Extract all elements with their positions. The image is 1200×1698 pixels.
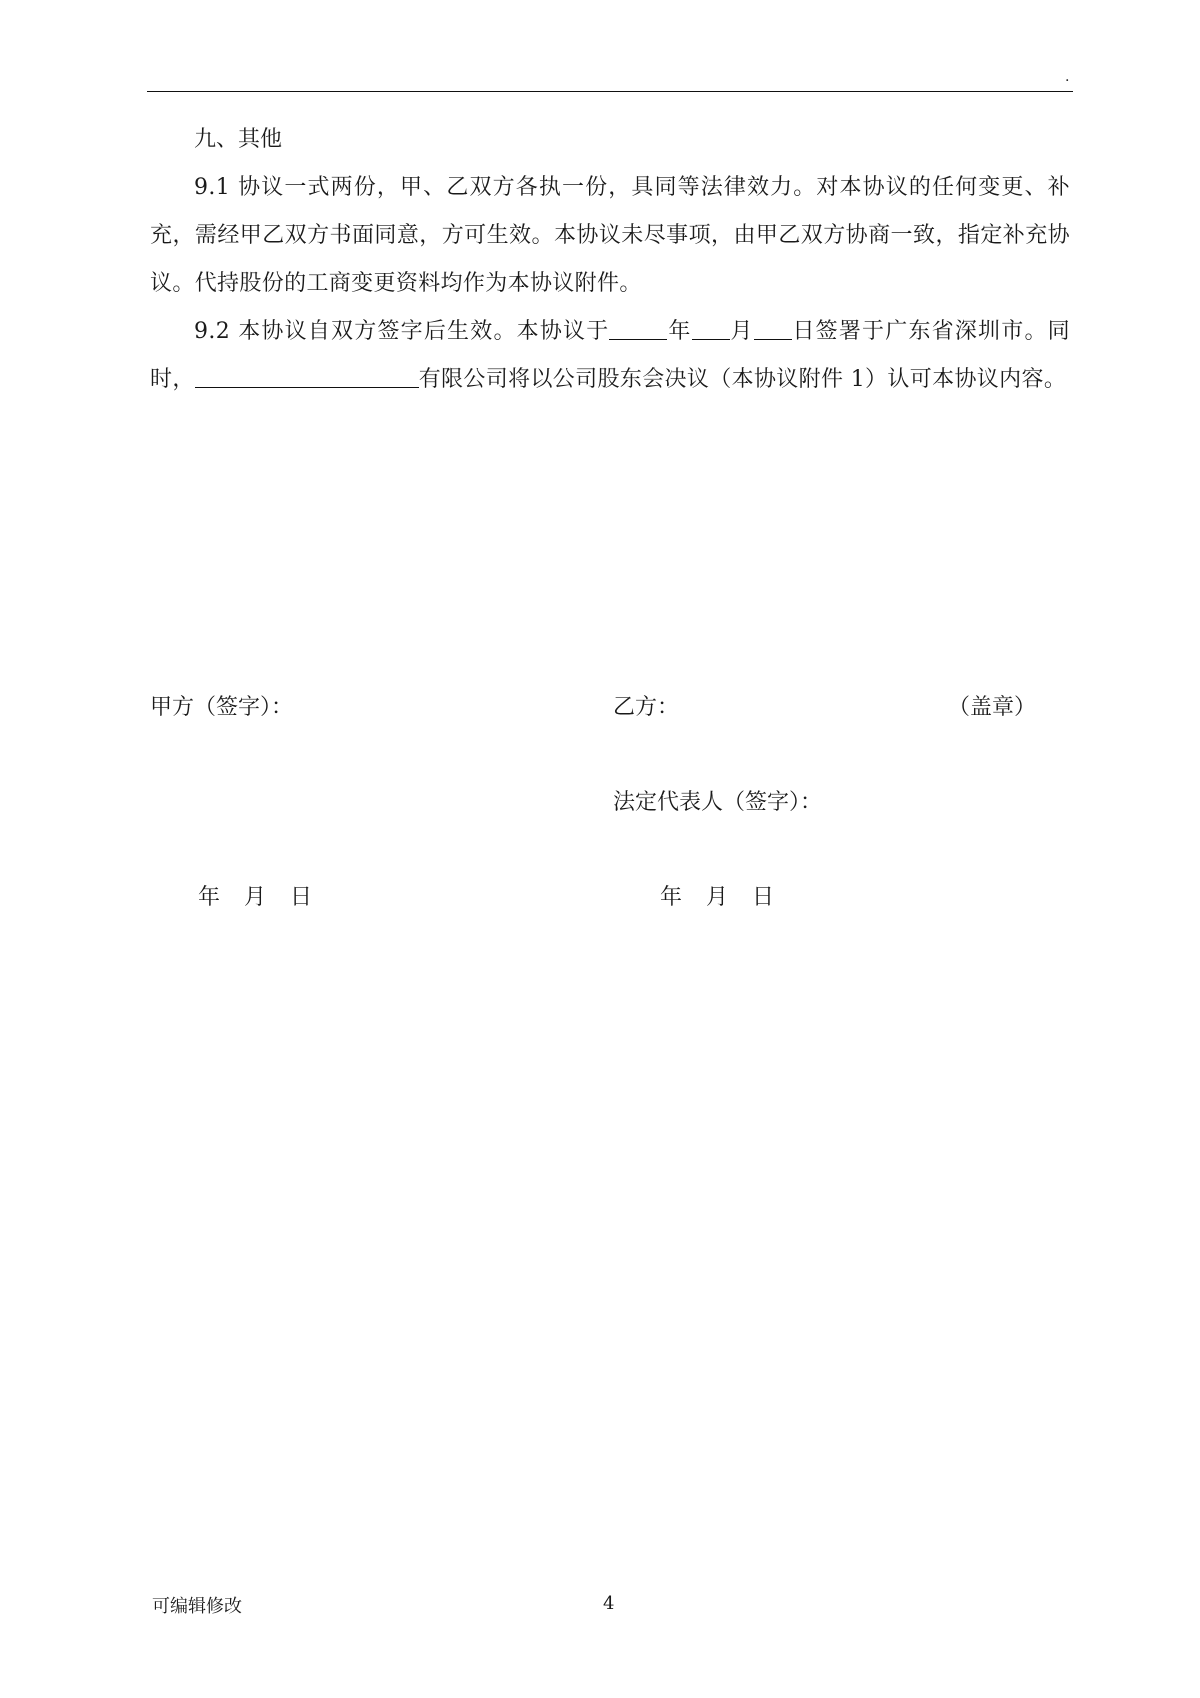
month-blank (692, 317, 730, 340)
party-b-label: 乙方： (613, 695, 680, 720)
year-blank (609, 317, 667, 340)
party-a-date-year: 年 (198, 885, 221, 910)
header-rule (147, 91, 1073, 92)
party-a-date (198, 886, 312, 910)
day-blank (754, 317, 792, 340)
clause-9-2 (150, 308, 1070, 404)
clause-9-1: 9.1 协议一式两份，甲、乙双方各执一份，具同等法律效力。对本协议的任何变更、补充，需经甲乙双方书面同意，方可生效。本协议未尽事项，由甲乙双方协商一致，指定补充协议。代持股份的工商变更资料均作为本协议附件。 (150, 175, 1070, 296)
party-b-date (660, 886, 774, 910)
month-label: 月 (729, 319, 754, 344)
party-a-date-day: 日 (290, 885, 313, 910)
year-label: 年 (667, 319, 692, 344)
party-a-date-month: 月 (244, 885, 267, 910)
clause-9-2-intro: 9.2 本协议自双方签字后生效。本协议于 (194, 319, 610, 344)
clause-9-2-company-text: 有限公司将以公司股东会决议（本协议附件 1）认可本协议内容。 (418, 367, 1067, 392)
seal-label: （盖章） (948, 695, 1037, 720)
party-b-date-month: 月 (706, 885, 729, 910)
page-number: 4 (603, 1593, 615, 1614)
company-name-blank (195, 365, 419, 388)
party-b-date-day: 日 (752, 885, 775, 910)
body-text (150, 116, 1070, 404)
legal-representative-signature-label: 法定代表人（签字）： (613, 790, 823, 815)
section-heading: 九、其他 (194, 127, 283, 152)
editable-note: 可编辑修改 (152, 1596, 242, 1617)
header-dot: . (1065, 69, 1070, 85)
party-a-signature-label: 甲方（签字）： (150, 695, 294, 720)
day-location-text: 日签署于广东省深圳市。同时， (150, 319, 1071, 392)
party-b-date-year: 年 (660, 885, 683, 910)
